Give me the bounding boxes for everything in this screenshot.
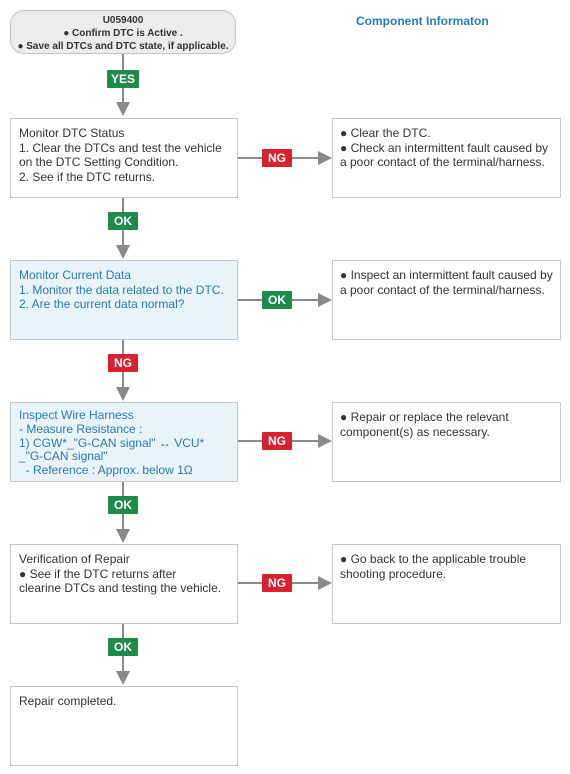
step-line: on the DTC Setting Condition.: [19, 155, 179, 169]
start-line-2: ● Save all DTCs and DTC state, if applicable.: [17, 41, 229, 52]
info-line: shooting procedure.: [340, 566, 447, 581]
step-monitor-dtc-status: [10, 118, 238, 198]
ng-badge: NG: [108, 354, 138, 372]
component-info-title: Component Informaton: [356, 14, 489, 28]
dtc-code: U059400: [102, 15, 144, 26]
info-box-clear-dtc: [332, 118, 561, 198]
step-monitor-current-data: [10, 260, 238, 340]
step-line: 1. Monitor the data related to the DTC.: [19, 282, 224, 297]
ok-badge: OK: [108, 638, 138, 656]
final-text: Repair completed.: [19, 694, 117, 708]
ok-badge: OK: [108, 212, 138, 230]
info-box-repair-replace: [332, 402, 561, 482]
info-line: ● Clear the DTC.: [340, 126, 431, 140]
arrow-down-icon: [116, 102, 130, 116]
info-line: a poor contact of the terminal/harness.: [340, 282, 545, 297]
step-line: 2. See if the DTC returns.: [19, 169, 156, 184]
ng-badge: NG: [262, 432, 292, 450]
yes-badge: YES: [107, 70, 139, 88]
step-line: _"G-CAN signal": [19, 449, 108, 464]
step-line: 1. Clear the DTCs and test the vehicle: [19, 140, 222, 155]
arrow-right-icon: [318, 293, 332, 307]
ng-badge: NG: [262, 149, 292, 167]
info-box-intermittent-fault: [332, 260, 561, 340]
info-line: ● Repair or replace the relevant: [340, 410, 509, 424]
ng-badge: NG: [262, 574, 292, 592]
arrow-right-icon: [318, 434, 332, 448]
start-line-1: ● Confirm DTC is Active .: [63, 28, 183, 39]
step-line: 2. Are the current data normal?: [19, 297, 185, 311]
final-repair-completed: [10, 686, 238, 766]
step-line: Verification of Repair: [19, 552, 130, 566]
step-line: Inspect Wire Harness: [19, 408, 134, 422]
step-line: Monitor Current Data: [19, 268, 132, 282]
info-line: ● Go back to the applicable trouble: [340, 552, 527, 566]
step-line: - Measure Resistance :: [19, 421, 143, 436]
arrow-down-icon: [116, 245, 130, 259]
step-inspect-wire-harness: [10, 402, 238, 482]
start-box: [10, 10, 236, 54]
info-box-go-back: [332, 544, 561, 624]
step-line: - Reference : Approx. below 1Ω: [19, 463, 193, 478]
arrow-right-icon: [318, 576, 332, 590]
arrow-down-icon: [116, 529, 130, 543]
step-line: 1) CGW*_"G-CAN signal" ↔ VCU*: [19, 435, 205, 450]
info-line: a poor contact of the terminal/harness.: [340, 155, 545, 169]
step-line: clearine DTCs and testing the vehicle.: [19, 581, 222, 595]
arrow-right-icon: [318, 151, 332, 165]
arrow-down-icon: [116, 387, 130, 401]
info-line: ● Check an intermittent fault caused by: [340, 140, 549, 155]
info-line: component(s) as necessary.: [340, 424, 490, 439]
arrow-down-icon: [116, 671, 130, 685]
step-line: ● See if the DTC returns after: [19, 566, 177, 581]
info-line: ● Inspect an intermittent fault caused by: [340, 268, 553, 282]
ok-badge: OK: [108, 496, 138, 514]
step-line: Monitor DTC Status: [19, 126, 125, 140]
ok-badge: OK: [262, 291, 292, 309]
step-verification-of-repair: [10, 544, 238, 624]
